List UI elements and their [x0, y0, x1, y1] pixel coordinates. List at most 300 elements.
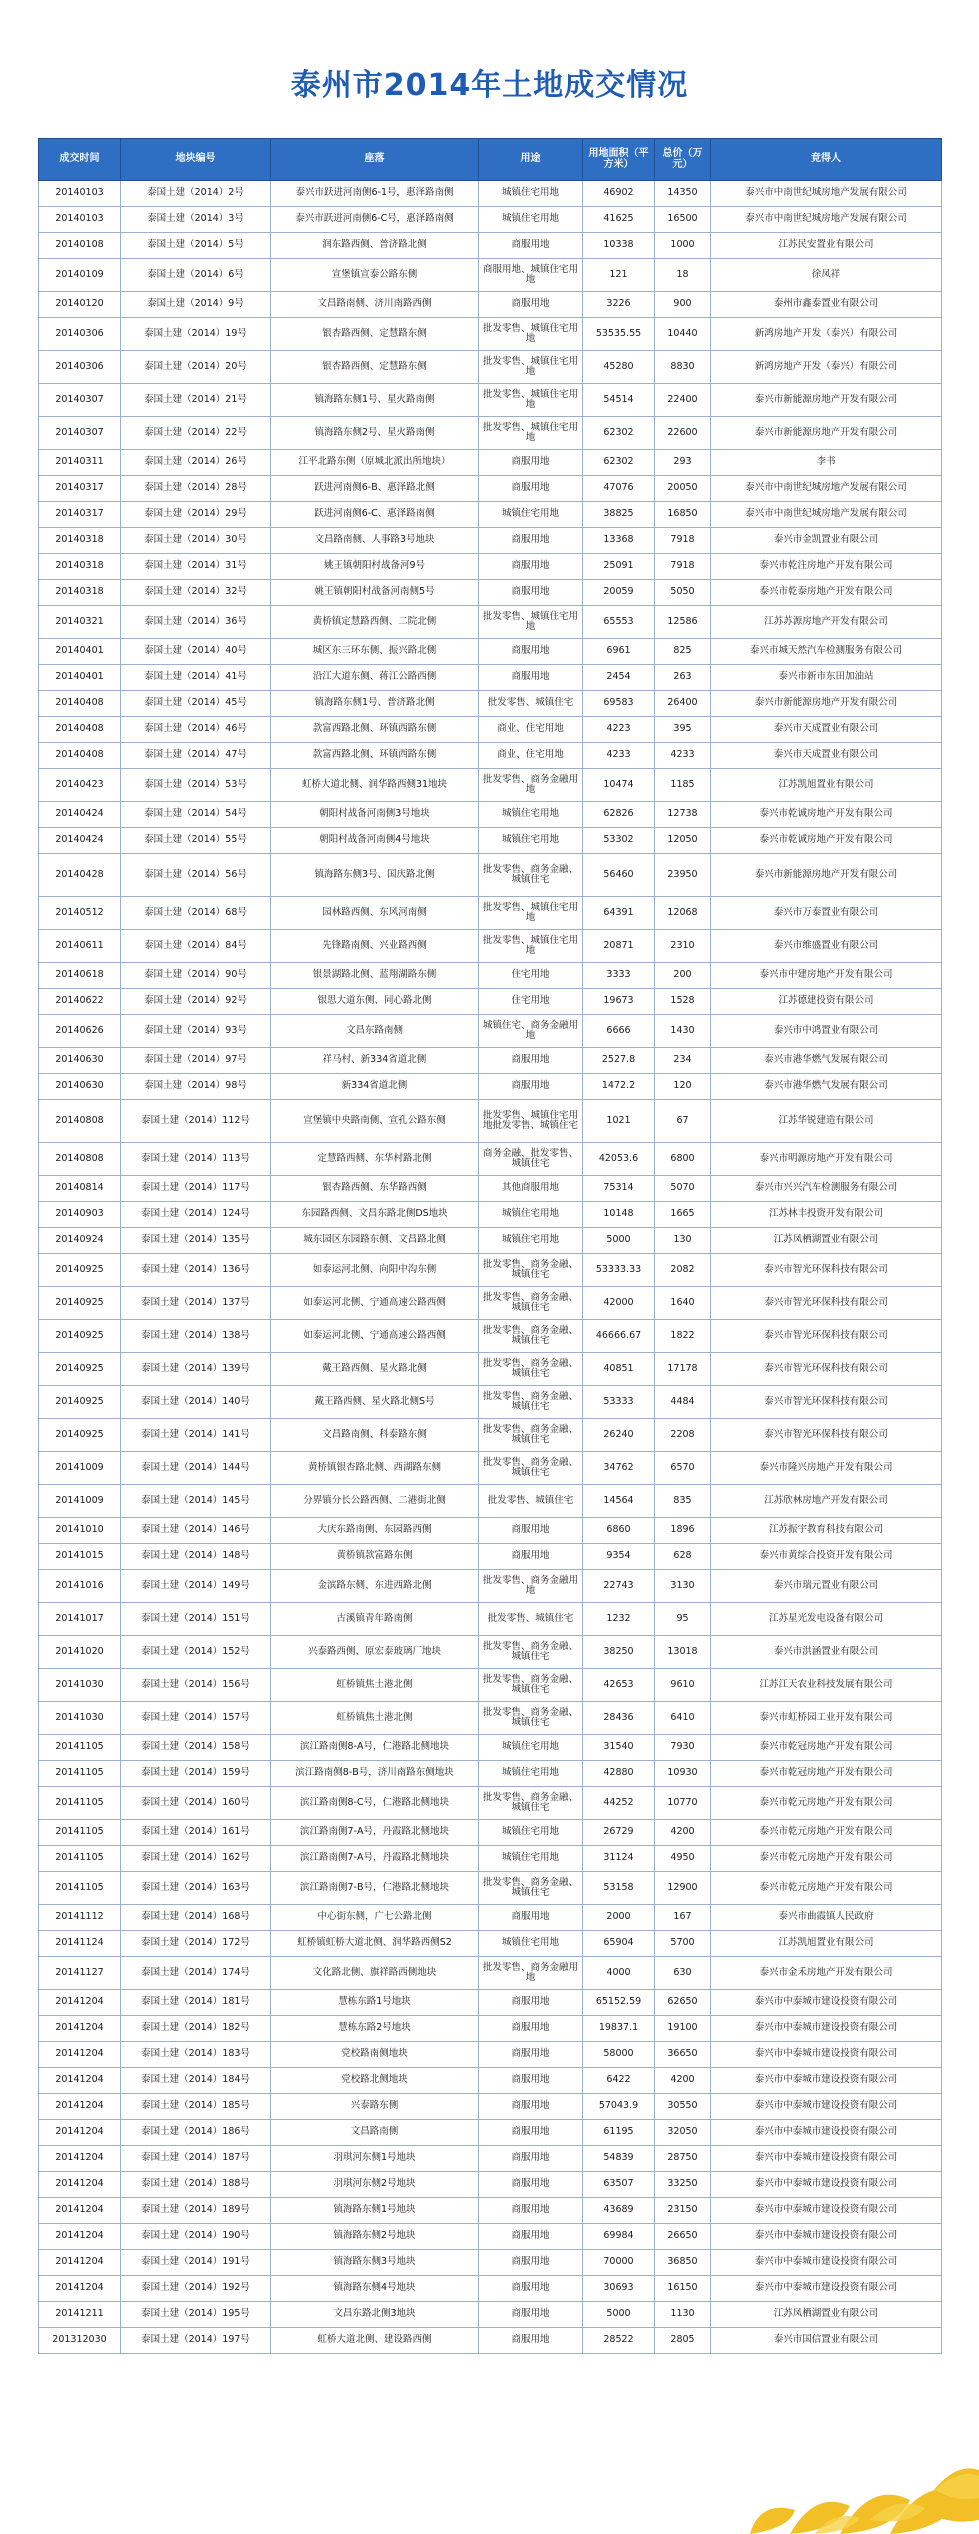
cell-area: 14564: [583, 1485, 655, 1518]
cell-price: 825: [655, 639, 711, 665]
cell-code: 泰国土建（2014）159号: [121, 1761, 271, 1787]
cell-price: 5070: [655, 1176, 711, 1202]
cell-price: 18: [655, 259, 711, 292]
cell-buyer: 泰兴市黄综合投资开发有限公司: [711, 1544, 942, 1570]
cell-location: 款富西路北侧、环镇西路东侧: [271, 743, 479, 769]
cell-date: 20140103: [39, 207, 121, 233]
cell-area: 9354: [583, 1544, 655, 1570]
cell-code: 泰国土建（2014）90号: [121, 963, 271, 989]
cell-code: 泰国土建（2014）55号: [121, 828, 271, 854]
cell-buyer: 泰兴市中泰城市建设投资有限公司: [711, 2276, 942, 2302]
cell-usage: 商服用地: [479, 2328, 583, 2354]
cell-price: 14350: [655, 181, 711, 207]
cell-buyer: 泰兴市中泰城市建设投资有限公司: [711, 2146, 942, 2172]
table-row: [39, 743, 942, 769]
cell-usage: 商服用地: [479, 1518, 583, 1544]
cell-price: 4200: [655, 2068, 711, 2094]
cell-code: 泰国土建（2014）68号: [121, 897, 271, 930]
cell-usage: 商服用地: [479, 2276, 583, 2302]
cell-code: 泰国土建（2014）145号: [121, 1485, 271, 1518]
cell-price: 12068: [655, 897, 711, 930]
cell-price: 22600: [655, 417, 711, 450]
cell-code: 泰国土建（2014）22号: [121, 417, 271, 450]
cell-code: 泰国土建（2014）41号: [121, 665, 271, 691]
cell-buyer: 泰兴市天成置业有限公司: [711, 743, 942, 769]
cell-buyer: 泰兴市乾元房地产开发有限公司: [711, 1820, 942, 1846]
cell-location: 黄桥镇银杏路北侧、西湖路东侧: [271, 1452, 479, 1485]
cell-area: 75314: [583, 1176, 655, 1202]
cell-usage: 商服用地: [479, 292, 583, 318]
cell-code: 泰国土建（2014）162号: [121, 1846, 271, 1872]
table-row: [39, 1761, 942, 1787]
cell-price: 12050: [655, 828, 711, 854]
cell-location: 文昌路南侧、济川南路西侧: [271, 292, 479, 318]
cell-code: 泰国土建（2014）29号: [121, 502, 271, 528]
cell-usage: 批发零售、城镇住宅用地: [479, 384, 583, 417]
cell-area: 28522: [583, 2328, 655, 2354]
cell-code: 泰国土建（2014）136号: [121, 1254, 271, 1287]
cell-price: 3130: [655, 1570, 711, 1603]
cell-usage: 商服用地: [479, 2302, 583, 2328]
cell-buyer: 泰兴市智光环保科技有限公司: [711, 1287, 942, 1320]
cell-code: 泰国土建（2014）2号: [121, 181, 271, 207]
cell-buyer: 泰兴市乾泰房地产开发有限公司: [711, 580, 942, 606]
cell-area: 6860: [583, 1518, 655, 1544]
cell-buyer: 泰兴市天成置业有限公司: [711, 717, 942, 743]
table-row: [39, 717, 942, 743]
cell-location: 城区东三环东侧、振兴路北侧: [271, 639, 479, 665]
cell-usage: 批发零售、城镇住宅用地: [479, 318, 583, 351]
cell-usage: 批发零售、城镇住宅用地: [479, 417, 583, 450]
cell-usage: 商务金融、批发零售、城镇住宅: [479, 1143, 583, 1176]
cell-area: 10474: [583, 769, 655, 802]
cell-location: 园林路西侧、东风河南侧: [271, 897, 479, 930]
cell-area: 53333: [583, 1386, 655, 1419]
cell-usage: 批发零售、商务金融、城镇住宅: [479, 1419, 583, 1452]
cell-date: 20141204: [39, 2120, 121, 2146]
cell-area: 2000: [583, 1905, 655, 1931]
cell-date: 20140321: [39, 606, 121, 639]
cell-location: 虹桥镇焦土港北侧: [271, 1702, 479, 1735]
cell-date: 20141010: [39, 1518, 121, 1544]
cell-code: 泰国土建（2014）3号: [121, 207, 271, 233]
cell-code: 泰国土建（2014）140号: [121, 1386, 271, 1419]
cell-buyer: 泰兴市中泰城市建设投资有限公司: [711, 2198, 942, 2224]
cell-usage: 商服用地: [479, 2198, 583, 2224]
cell-date: 20141204: [39, 2042, 121, 2068]
table-row: [39, 930, 942, 963]
cell-area: 6961: [583, 639, 655, 665]
cell-date: 20140925: [39, 1320, 121, 1353]
cell-location: 城东园区东园路东侧、文昌路北侧: [271, 1228, 479, 1254]
cell-date: 20141009: [39, 1452, 121, 1485]
cell-price: 835: [655, 1485, 711, 1518]
cell-price: 4200: [655, 1820, 711, 1846]
table-row: [39, 1015, 942, 1048]
cell-location: 银杏路西侧、定慧路东侧: [271, 351, 479, 384]
cell-usage: 商服用地: [479, 1905, 583, 1931]
cell-area: 40851: [583, 1353, 655, 1386]
cell-price: 12586: [655, 606, 711, 639]
cell-date: 20141105: [39, 1761, 121, 1787]
cell-code: 泰国土建（2014）46号: [121, 717, 271, 743]
cell-price: 7930: [655, 1735, 711, 1761]
cell-usage: 商服用地: [479, 233, 583, 259]
table-row: [39, 2328, 942, 2354]
cell-usage: 批发零售、城镇住宅用地: [479, 351, 583, 384]
cell-date: 20140512: [39, 897, 121, 930]
header-area: 用地面积（平方米）: [583, 139, 655, 181]
cell-location: 滨江路南侧8-B号，济川南路东侧地块: [271, 1761, 479, 1787]
header-code: 地块编号: [121, 139, 271, 181]
cell-date: 20141204: [39, 1990, 121, 2016]
cell-date: 20140618: [39, 963, 121, 989]
cell-usage: 城镇住宅用地: [479, 1931, 583, 1957]
cell-date: 20141211: [39, 2302, 121, 2328]
cell-code: 泰国土建（2014）21号: [121, 384, 271, 417]
cell-buyer: 泰兴市中泰城市建设投资有限公司: [711, 2042, 942, 2068]
cell-date: 20141105: [39, 1820, 121, 1846]
cell-buyer: 泰兴市维盛置业有限公司: [711, 930, 942, 963]
cell-date: 20140109: [39, 259, 121, 292]
table-row: [39, 259, 942, 292]
cell-code: 泰国土建（2014）181号: [121, 1990, 271, 2016]
cell-buyer: 泰兴市城天然汽车检测服务有限公司: [711, 639, 942, 665]
cell-area: 38250: [583, 1636, 655, 1669]
header-buyer: 竞得人: [711, 139, 942, 181]
cell-code: 泰国土建（2014）112号: [121, 1100, 271, 1143]
cell-buyer: 泰兴市中泰城市建设投资有限公司: [711, 2094, 942, 2120]
cell-location: 银思大道东侧、同心路北侧: [271, 989, 479, 1015]
cell-price: 200: [655, 963, 711, 989]
cell-date: 20141030: [39, 1669, 121, 1702]
cell-location: 姚王镇朝阳村战备河9号: [271, 554, 479, 580]
cell-usage: 批发零售、商务金融、城镇住宅: [479, 1452, 583, 1485]
cell-price: 8830: [655, 351, 711, 384]
cell-buyer: 泰兴市洪涵置业有限公司: [711, 1636, 942, 1669]
cell-price: 6800: [655, 1143, 711, 1176]
cell-location: 如泰运河北侧、宁通高速公路西侧: [271, 1320, 479, 1353]
cell-location: 姚王镇朝阳村战备河南侧5号: [271, 580, 479, 606]
cell-buyer: 江苏振宇教育科技有限公司: [711, 1518, 942, 1544]
cell-price: 26650: [655, 2224, 711, 2250]
cell-buyer: 泰兴市金禾房地产开发有限公司: [711, 1957, 942, 1990]
cell-usage: 商服用地: [479, 2224, 583, 2250]
cell-price: 20050: [655, 476, 711, 502]
cell-price: 395: [655, 717, 711, 743]
cell-area: 53333.33: [583, 1254, 655, 1287]
cell-usage: 城镇住宅用地: [479, 802, 583, 828]
cell-area: 70000: [583, 2250, 655, 2276]
cell-area: 4233: [583, 743, 655, 769]
cell-code: 泰国土建（2014）163号: [121, 1872, 271, 1905]
cell-code: 泰国土建（2014）158号: [121, 1735, 271, 1761]
cell-buyer: 泰兴市乾元房地产开发有限公司: [711, 1872, 942, 1905]
table-row: [39, 1320, 942, 1353]
cell-buyer: 泰兴市中鸿置业有限公司: [711, 1015, 942, 1048]
cell-location: 党校路南侧地块: [271, 2042, 479, 2068]
cell-code: 泰国土建（2014）183号: [121, 2042, 271, 2068]
cell-code: 泰国土建（2014）117号: [121, 1176, 271, 1202]
table-row: [39, 1518, 942, 1544]
cell-area: 31540: [583, 1735, 655, 1761]
cell-location: 镇海路东侧3号、国庆路北侧: [271, 854, 479, 897]
cell-usage: 批发零售、商务金融、城镇住宅: [479, 1702, 583, 1735]
cell-price: 4950: [655, 1846, 711, 1872]
cell-buyer: 泰兴市中泰城市建设投资有限公司: [711, 2068, 942, 2094]
cell-code: 泰国土建（2014）197号: [121, 2328, 271, 2354]
cell-date: 20140307: [39, 417, 121, 450]
cell-location: 朝阳村战备河南侧4号地块: [271, 828, 479, 854]
cell-usage: 商服用地: [479, 528, 583, 554]
cell-usage: 城镇住宅用地: [479, 502, 583, 528]
cell-usage: 商服用地: [479, 2042, 583, 2068]
cell-date: 20140626: [39, 1015, 121, 1048]
cell-code: 泰国土建（2014）185号: [121, 2094, 271, 2120]
table-row: [39, 2276, 942, 2302]
cell-usage: 商服用地: [479, 1074, 583, 1100]
cell-price: 4233: [655, 743, 711, 769]
cell-location: 滨江路南侧8-C号，仁港路北侧地块: [271, 1787, 479, 1820]
cell-date: 20141204: [39, 2276, 121, 2302]
cell-price: 2208: [655, 1419, 711, 1452]
cell-price: 36850: [655, 2250, 711, 2276]
cell-price: 1430: [655, 1015, 711, 1048]
cell-code: 泰国土建（2014）191号: [121, 2250, 271, 2276]
cell-area: 22743: [583, 1570, 655, 1603]
cell-area: 46666.67: [583, 1320, 655, 1353]
cell-buyer: 泰兴市中泰城市建设投资有限公司: [711, 2172, 942, 2198]
cell-code: 泰国土建（2014）40号: [121, 639, 271, 665]
cell-date: 20140307: [39, 384, 121, 417]
cell-buyer: 江苏华锐建造有限公司: [711, 1100, 942, 1143]
cell-date: 20141204: [39, 2094, 121, 2120]
table-row: [39, 989, 942, 1015]
cell-location: 虹桥大道北侧、润华路西侧31地块: [271, 769, 479, 802]
cell-price: 13018: [655, 1636, 711, 1669]
cell-buyer: 泰兴市乾冠房地产开发有限公司: [711, 1735, 942, 1761]
cell-date: 20141204: [39, 2198, 121, 2224]
cell-code: 泰国土建（2014）184号: [121, 2068, 271, 2094]
table-row: [39, 2224, 942, 2250]
cell-date: 20140630: [39, 1048, 121, 1074]
cell-price: 36650: [655, 2042, 711, 2068]
table-row: [39, 1872, 942, 1905]
cell-date: 20141009: [39, 1485, 121, 1518]
cell-usage: 城镇住宅用地: [479, 1735, 583, 1761]
cell-usage: 其他商服用地: [479, 1176, 583, 1202]
cell-buyer: 江苏凯旭置业有限公司: [711, 769, 942, 802]
cell-usage: 住宅用地: [479, 989, 583, 1015]
cell-location: 新334省道北侧: [271, 1074, 479, 1100]
cell-location: 如泰运河北侧、向阳中沟东侧: [271, 1254, 479, 1287]
cell-buyer: 新鸿房地产开发（泰兴）有限公司: [711, 351, 942, 384]
cell-code: 泰国土建（2014）151号: [121, 1603, 271, 1636]
cell-area: 26729: [583, 1820, 655, 1846]
cell-price: 10770: [655, 1787, 711, 1820]
cell-area: 3333: [583, 963, 655, 989]
cell-location: 滨江路南侧8-A号，仁港路北侧地块: [271, 1735, 479, 1761]
table-row: [39, 2302, 942, 2328]
cell-date: 20140903: [39, 1202, 121, 1228]
cell-area: 30693: [583, 2276, 655, 2302]
cell-code: 泰国土建（2014）53号: [121, 769, 271, 802]
cell-area: 65553: [583, 606, 655, 639]
cell-usage: 商服用地: [479, 2094, 583, 2120]
cell-location: 金滨路东侧、东进西路北侧: [271, 1570, 479, 1603]
cell-area: 26240: [583, 1419, 655, 1452]
cell-usage: 批发零售、商务金融、城镇住宅: [479, 1320, 583, 1353]
cell-usage: 批发零售、商务金融、城镇住宅: [479, 1287, 583, 1320]
cell-buyer: 泰兴市智光环保科技有限公司: [711, 1320, 942, 1353]
table-row: [39, 769, 942, 802]
cell-buyer: 泰兴市乾诚房地产开发有限公司: [711, 828, 942, 854]
cell-buyer: 江苏凤栖湖置业有限公司: [711, 1228, 942, 1254]
cell-buyer: 泰兴市万泰置业有限公司: [711, 897, 942, 930]
cell-usage: 批发零售、商务金融、城镇住宅: [479, 1872, 583, 1905]
cell-date: 20141105: [39, 1846, 121, 1872]
cell-area: 54514: [583, 384, 655, 417]
cell-buyer: 泰兴市虹桥园工业开发有限公司: [711, 1702, 942, 1735]
cell-location: 滨江路南侧7-A号，丹霞路北侧地块: [271, 1820, 479, 1846]
cell-code: 泰国土建（2014）187号: [121, 2146, 271, 2172]
cell-price: 22400: [655, 384, 711, 417]
table-row: [39, 854, 942, 897]
cell-code: 泰国土建（2014）47号: [121, 743, 271, 769]
cell-date: 20140925: [39, 1386, 121, 1419]
header-location: 座落: [271, 139, 479, 181]
cell-code: 泰国土建（2014）188号: [121, 2172, 271, 2198]
land-transaction-table: [38, 138, 942, 2354]
table-row: [39, 1931, 942, 1957]
table-row: [39, 1603, 942, 1636]
table-row: [39, 1287, 942, 1320]
cell-usage: 住宅用地: [479, 963, 583, 989]
cell-usage: 批发零售、商务金融、城镇住宅: [479, 1386, 583, 1419]
cell-buyer: 泰兴市新能源房地产开发有限公司: [711, 417, 942, 450]
cell-area: 31124: [583, 1846, 655, 1872]
cell-price: 9610: [655, 1669, 711, 1702]
cell-code: 泰国土建（2014）113号: [121, 1143, 271, 1176]
cell-usage: 批发零售、商务金融用地: [479, 1957, 583, 1990]
table-row: [39, 502, 942, 528]
cell-price: 19100: [655, 2016, 711, 2042]
cell-code: 泰国土建（2014）137号: [121, 1287, 271, 1320]
cell-area: 10338: [583, 233, 655, 259]
cell-buyer: 泰兴市中泰城市建设投资有限公司: [711, 2250, 942, 2276]
cell-buyer: 泰兴市中南世纪城房地产发展有限公司: [711, 502, 942, 528]
cell-code: 泰国土建（2014）54号: [121, 802, 271, 828]
cell-date: 20141020: [39, 1636, 121, 1669]
cell-area: 41625: [583, 207, 655, 233]
cell-price: 1130: [655, 2302, 711, 2328]
cell-area: 4223: [583, 717, 655, 743]
cell-date: 20140108: [39, 233, 121, 259]
cell-date: 20141204: [39, 2068, 121, 2094]
cell-code: 泰国土建（2014）160号: [121, 1787, 271, 1820]
cell-location: 分界镇分长公路西侧、二港街北侧: [271, 1485, 479, 1518]
cell-area: 53302: [583, 828, 655, 854]
cell-date: 20140611: [39, 930, 121, 963]
cell-price: 12900: [655, 1872, 711, 1905]
table-row: [39, 2198, 942, 2224]
cell-date: 20140925: [39, 1287, 121, 1320]
cell-location: 款富西路北侧、环镇西路东侧: [271, 717, 479, 743]
cell-date: 20140401: [39, 665, 121, 691]
cell-usage: 批发零售、商务金融用地: [479, 769, 583, 802]
cell-location: 镇海路东侧2号、星火路南侧: [271, 417, 479, 450]
cell-area: 53158: [583, 1872, 655, 1905]
cell-buyer: 泰兴市中泰城市建设投资有限公司: [711, 2016, 942, 2042]
cell-location: 羽琪河东侧1号地块: [271, 2146, 479, 2172]
table-row: [39, 1202, 942, 1228]
cell-location: 兴泰路东侧: [271, 2094, 479, 2120]
cell-location: 羽琪河东侧2号地块: [271, 2172, 479, 2198]
cell-date: 20140924: [39, 1228, 121, 1254]
cell-price: 30550: [655, 2094, 711, 2120]
table-row: [39, 1386, 942, 1419]
cell-buyer: 泰兴市智光环保科技有限公司: [711, 1353, 942, 1386]
table-row: [39, 528, 942, 554]
table-row: [39, 665, 942, 691]
cell-location: 祥马村、新334省道北侧: [271, 1048, 479, 1074]
cell-price: 263: [655, 665, 711, 691]
cell-date: 20140317: [39, 502, 121, 528]
table-row: [39, 1957, 942, 1990]
table-row: [39, 1048, 942, 1074]
cell-code: 泰国土建（2014）189号: [121, 2198, 271, 2224]
cell-code: 泰国土建（2014）190号: [121, 2224, 271, 2250]
cell-area: 57043.9: [583, 2094, 655, 2120]
cell-buyer: 泰兴市曲霞镇人民政府: [711, 1905, 942, 1931]
cell-code: 泰国土建（2014）93号: [121, 1015, 271, 1048]
cell-usage: 批发零售、商务金融、城镇住宅: [479, 1353, 583, 1386]
cell-area: 53535.55: [583, 318, 655, 351]
cell-area: 65904: [583, 1931, 655, 1957]
cell-date: 20141204: [39, 2250, 121, 2276]
cell-buyer: 徐凤祥: [711, 259, 942, 292]
cell-location: 慧栋东路1号地块: [271, 1990, 479, 2016]
cell-buyer: 泰兴市乾注房地产开发有限公司: [711, 554, 942, 580]
cell-buyer: 泰兴市新市东田加油站: [711, 665, 942, 691]
table-row: [39, 1452, 942, 1485]
cell-code: 泰国土建（2014）182号: [121, 2016, 271, 2042]
cell-price: 7918: [655, 554, 711, 580]
cell-area: 54839: [583, 2146, 655, 2172]
cell-area: 69583: [583, 691, 655, 717]
cell-price: 1640: [655, 1287, 711, 1320]
cell-location: 文昌路南侧、人事路3号地块: [271, 528, 479, 554]
cell-code: 泰国土建（2014）45号: [121, 691, 271, 717]
cell-area: 56460: [583, 854, 655, 897]
cell-price: 62650: [655, 1990, 711, 2016]
table-row: [39, 1636, 942, 1669]
cell-usage: 商服用地: [479, 2146, 583, 2172]
cell-area: 47076: [583, 476, 655, 502]
cell-price: 130: [655, 1228, 711, 1254]
cell-usage: 商服用地: [479, 450, 583, 476]
cell-code: 泰国土建（2014）157号: [121, 1702, 271, 1735]
table-row: [39, 2042, 942, 2068]
table-row: [39, 181, 942, 207]
cell-date: 20140306: [39, 351, 121, 384]
cell-location: 虹桥镇虹桥大道北侧、润华路西侧S2: [271, 1931, 479, 1957]
cell-location: 镇海路东侧1号、普济路北侧: [271, 691, 479, 717]
table-row: [39, 1176, 942, 1202]
table-row: [39, 1570, 942, 1603]
cell-location: 文昌东路北侧3地块: [271, 2302, 479, 2328]
cell-location: 虹桥镇焦土港北侧: [271, 1669, 479, 1702]
